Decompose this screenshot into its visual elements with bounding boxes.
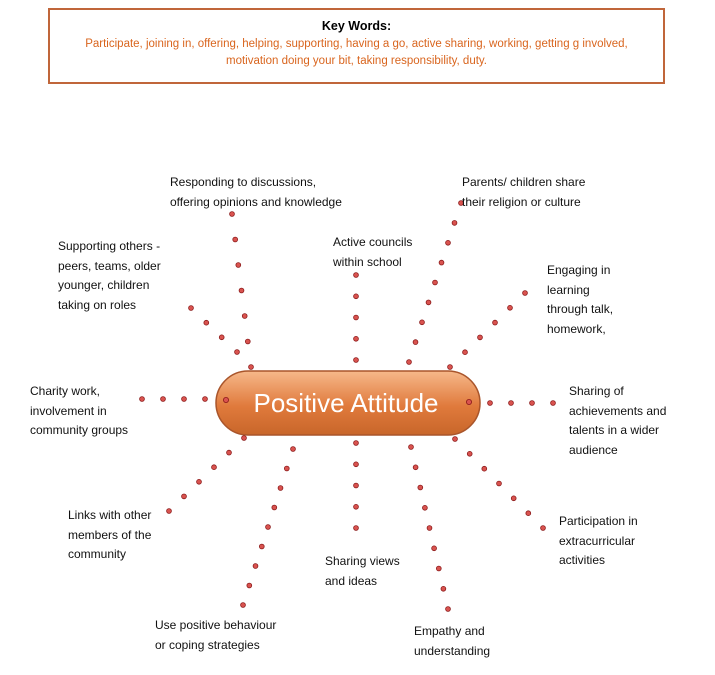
connector-dot-engaging — [508, 305, 513, 310]
connector-dot-participation — [511, 496, 516, 501]
connector-dot-links — [212, 465, 217, 470]
connector-dot-parents — [446, 240, 451, 245]
connector-dot-behaviour — [266, 525, 271, 530]
connector-dot-behaviour — [284, 466, 289, 471]
branch-engaging: Engaging in learning through talk, homework, — [547, 263, 614, 336]
connector-dot-behaviour — [241, 603, 246, 608]
branch-charity: Charity work, involvement in community groups — [30, 384, 129, 437]
connector-dot-behaviour — [278, 486, 283, 491]
connector-dot-links — [182, 494, 187, 499]
connector-dot-responding — [249, 365, 254, 370]
connector-dot-behaviour — [253, 564, 258, 569]
connector-dot-parents — [420, 320, 425, 325]
connector-dot-sharing-achievements — [530, 401, 535, 406]
connector-dot-councils — [354, 294, 359, 299]
connector-dot-participation — [526, 511, 531, 516]
connector-dot-supporting — [204, 320, 209, 325]
connector-dot-participation — [541, 526, 546, 531]
branch-sharing-achievements: Sharing of achievements and talents in a wider audience — [569, 384, 667, 457]
connector-dot-responding — [245, 339, 250, 344]
key-words-title: Key Words: — [321, 19, 392, 33]
connector-dot-councils — [354, 315, 359, 320]
connector-dot-parents — [426, 300, 431, 305]
connector-dot-empathy — [427, 526, 432, 531]
center-label: Positive Attitude — [253, 388, 439, 418]
connector-dot-participation — [453, 437, 458, 442]
connector-dot-charity — [182, 397, 187, 402]
connector-dot-links — [197, 479, 202, 484]
connector-dot-responding — [233, 237, 238, 242]
connector-dot-sharing-views — [354, 504, 359, 509]
connector-dot-engaging — [493, 320, 498, 325]
connector-dot-links — [167, 509, 172, 514]
connector-dot-councils — [354, 336, 359, 341]
connector-dot-responding — [239, 288, 244, 293]
connector-dot-responding — [242, 314, 247, 319]
branch-participation: Participation in extracurricular activities — [559, 514, 638, 567]
connector-dot-engaging — [448, 365, 453, 370]
connector-dot-participation — [497, 481, 502, 486]
connector-dot-parents — [452, 221, 457, 226]
connector-dot-parents — [439, 260, 444, 265]
connector-dot-behaviour — [259, 544, 264, 549]
branch-supporting: Supporting others - peers, teams, older younger, children taking on roles — [58, 239, 161, 312]
connector-dot-behaviour — [272, 505, 277, 510]
branch-responding: Responding to discussions, offering opinions and knowledge — [170, 175, 342, 209]
connector-dot-sharing-views — [354, 462, 359, 467]
connector-dot-supporting — [219, 335, 224, 340]
connector-dot-responding — [236, 263, 241, 268]
connector-dot-responding — [230, 212, 235, 217]
connector-dot-behaviour — [291, 447, 296, 452]
connector-dot-sharing-views — [354, 441, 359, 446]
center-edge-dot — [223, 397, 228, 402]
connector-dot-behaviour — [247, 583, 252, 588]
connector-dot-supporting — [235, 350, 240, 355]
connector-dot-sharing-views — [354, 483, 359, 488]
connector-dot-councils — [354, 273, 359, 278]
connector-dot-sharing-achievements — [488, 401, 493, 406]
center-edge-dot — [466, 399, 471, 404]
connector-dot-parents — [407, 360, 412, 365]
connector-dot-engaging — [463, 350, 468, 355]
branch-empathy: Empathy and understanding — [414, 624, 491, 658]
branch-councils: Active councils within school — [333, 235, 413, 269]
connector-dot-empathy — [441, 586, 446, 591]
branch-links: Links with other members of the community — [68, 508, 152, 561]
connector-dot-participation — [482, 466, 487, 471]
connector-dot-empathy — [432, 546, 437, 551]
connector-dot-parents — [433, 280, 438, 285]
connector-dot-empathy — [409, 445, 414, 450]
connector-dot-charity — [203, 397, 208, 402]
connector-dot-sharing-achievements — [509, 401, 514, 406]
connector-dot-empathy — [436, 566, 441, 571]
connector-dot-sharing-achievements — [551, 401, 556, 406]
connector-dot-participation — [467, 451, 472, 456]
connector-dot-engaging — [478, 335, 483, 340]
connector-dot-empathy — [446, 607, 451, 612]
branch-behaviour: Use positive behaviour or coping strategies — [155, 618, 277, 652]
connector-dot-empathy — [418, 485, 423, 490]
connector-dot-engaging — [523, 291, 528, 296]
connector-dot-empathy — [413, 465, 418, 470]
connector-dot-councils — [354, 358, 359, 363]
branch-parents: Parents/ children share their religion or culture — [462, 175, 586, 209]
connector-dot-sharing-views — [354, 526, 359, 531]
connector-dot-charity — [140, 397, 145, 402]
connector-dot-links — [242, 436, 247, 441]
key-words-text: Participate, joining in, offering, helping, supporting, having a go, active sharing, working, getting g involved, motivation doing your bit, taking responsibility, duty. — [85, 38, 628, 67]
connector-dot-charity — [161, 397, 166, 402]
connector-dot-parents — [413, 340, 418, 345]
connector-dot-links — [227, 450, 232, 455]
connector-dot-supporting — [189, 306, 194, 311]
connector-dot-empathy — [423, 505, 428, 510]
branch-sharing-views: Sharing views and ideas — [325, 554, 400, 588]
